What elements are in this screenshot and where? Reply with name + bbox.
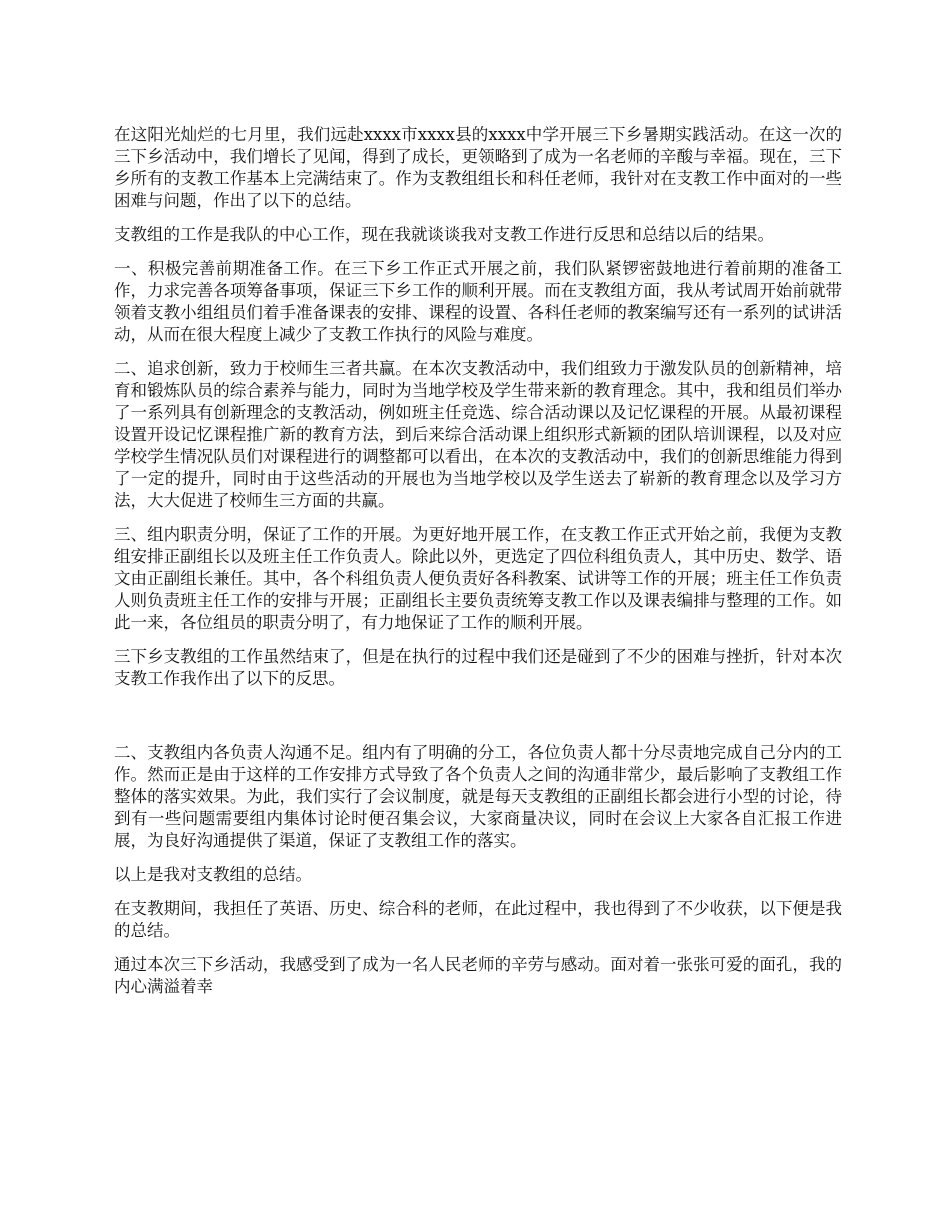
summary-intro-paragraph: 支教组的工作是我队的中心工作，现在我就谈谈我对支教工作进行反思和总结以后的结果。 xyxy=(114,225,774,244)
point-one-paragraph: 一、积极完善前期准备工作。在三下乡工作正式开展之前，我们队紧锣密鼓地进行着前期的准备工作，力求完善各项筹备事项，保证三下乡工作的顺利开展。而在支教组方面，我从考试周开始前就带领着支教小组组员们着手准备课表的安排、课程的设置、各科任老师的教案编写还有一系列的试讲活动，从而在很大程度上减少了支教工作执行的风险与难度。 xyxy=(114,259,842,344)
reflection-point-two-paragraph: 二、支教组内各负责人沟通不足。组内有了明确的分工，各位负责人都十分尽责地完成自己分内的工作。然而正是由于这样的工作安排方式导致了各个负责人之间的沟通非常少，最后影响了支教组工作整体的落实效果。为此，我们实行了会议制度，就是每天支教组的正副组长都会进行小型的讨论，待到有一些问题需要组内集体讨论时便召集会议，大家商量决议，同时在会议上大家各自汇报工作进展，为良好沟通提供了渠道，保证了支教组工作的落实。 xyxy=(114,743,842,850)
point-three-paragraph: 三、组内职责分明，保证了工作的开展。为更好地开展工作，在支教工作正式开始之前，我便为支教组安排正副组长以及班主任工作负责人。除此以外，更选定了四位科组负责人，其中历史、数学、语文由正副组长兼任。其中，各个科组负责人便负责好各科教案、试讲等工作的开展；班主任工作负责人则负责班主任工作的安排与开展；正副组长主要负责统筹支教工作以及课表编排与整理的工作。如此一来，各位组员的职责分明了，有力地保证了工作的顺利开展。 xyxy=(114,525,842,632)
document-body xyxy=(114,124,842,1010)
intro-paragraph: 在这阳光灿烂的七月里，我们远赴xxxx市xxxx县的xxxx中学开展三下乡暑期实践活动。在这一次的三下乡活动中，我们增长了见闻，得到了成长，更领略到了成为一名老师的辛酸与幸福。现在，三下乡所有的支教工作基本上完满结束了。作为支教组组长和科任老师，我针对在支教工作中面对的一些困难与问题，作出了以下的总结。 xyxy=(114,125,842,210)
section-gap xyxy=(114,702,842,742)
summary-conclusion-paragraph: 以上是我对支教组的总结。 xyxy=(114,865,312,884)
point-two-paragraph: 二、追求创新，致力于校师生三者共赢。在本次支教活动中，我们组致力于激发队员的创新精神，培育和锻炼队员的综合素养与能力，同时为当地学校及学生带来新的教育理念。其中，我和组员们举办了一系列具有创新理念的支教活动，例如班主任竞选、综合活动课以及记忆课程的开展。从最初课程设置开设记忆课程推广新的教育方法，到后来综合活动课上组织形式新颖的团队培训课程，以及对应学校学生情况队员们对课程进行的调整都可以看出，在本次的支教活动中，我们的创新思维能力得到了一定的提升，同时由于这些活动的开展也为当地学校以及学生送去了崭新的教育理念以及学习方法，大大促进了校师生三方面的共赢。 xyxy=(114,359,842,510)
reflection-intro-paragraph: 三下乡支教组的工作虽然结束了，但是在执行的过程中我们还是碰到了不少的困难与挫折，针对本次支教工作我作出了以下的反思。 xyxy=(114,647,842,688)
personal-intro-paragraph: 在支教期间，我担任了英语、历史、综合科的老师，在此过程中，我也得到了不少收获，以下便是我的总结。 xyxy=(114,899,842,940)
personal-reflection-paragraph: 通过本次三下乡活动，我感受到了成为一名人民老师的辛劳与感动。面对着一张张可爱的面孔，我的内心满溢着幸 xyxy=(114,955,842,996)
